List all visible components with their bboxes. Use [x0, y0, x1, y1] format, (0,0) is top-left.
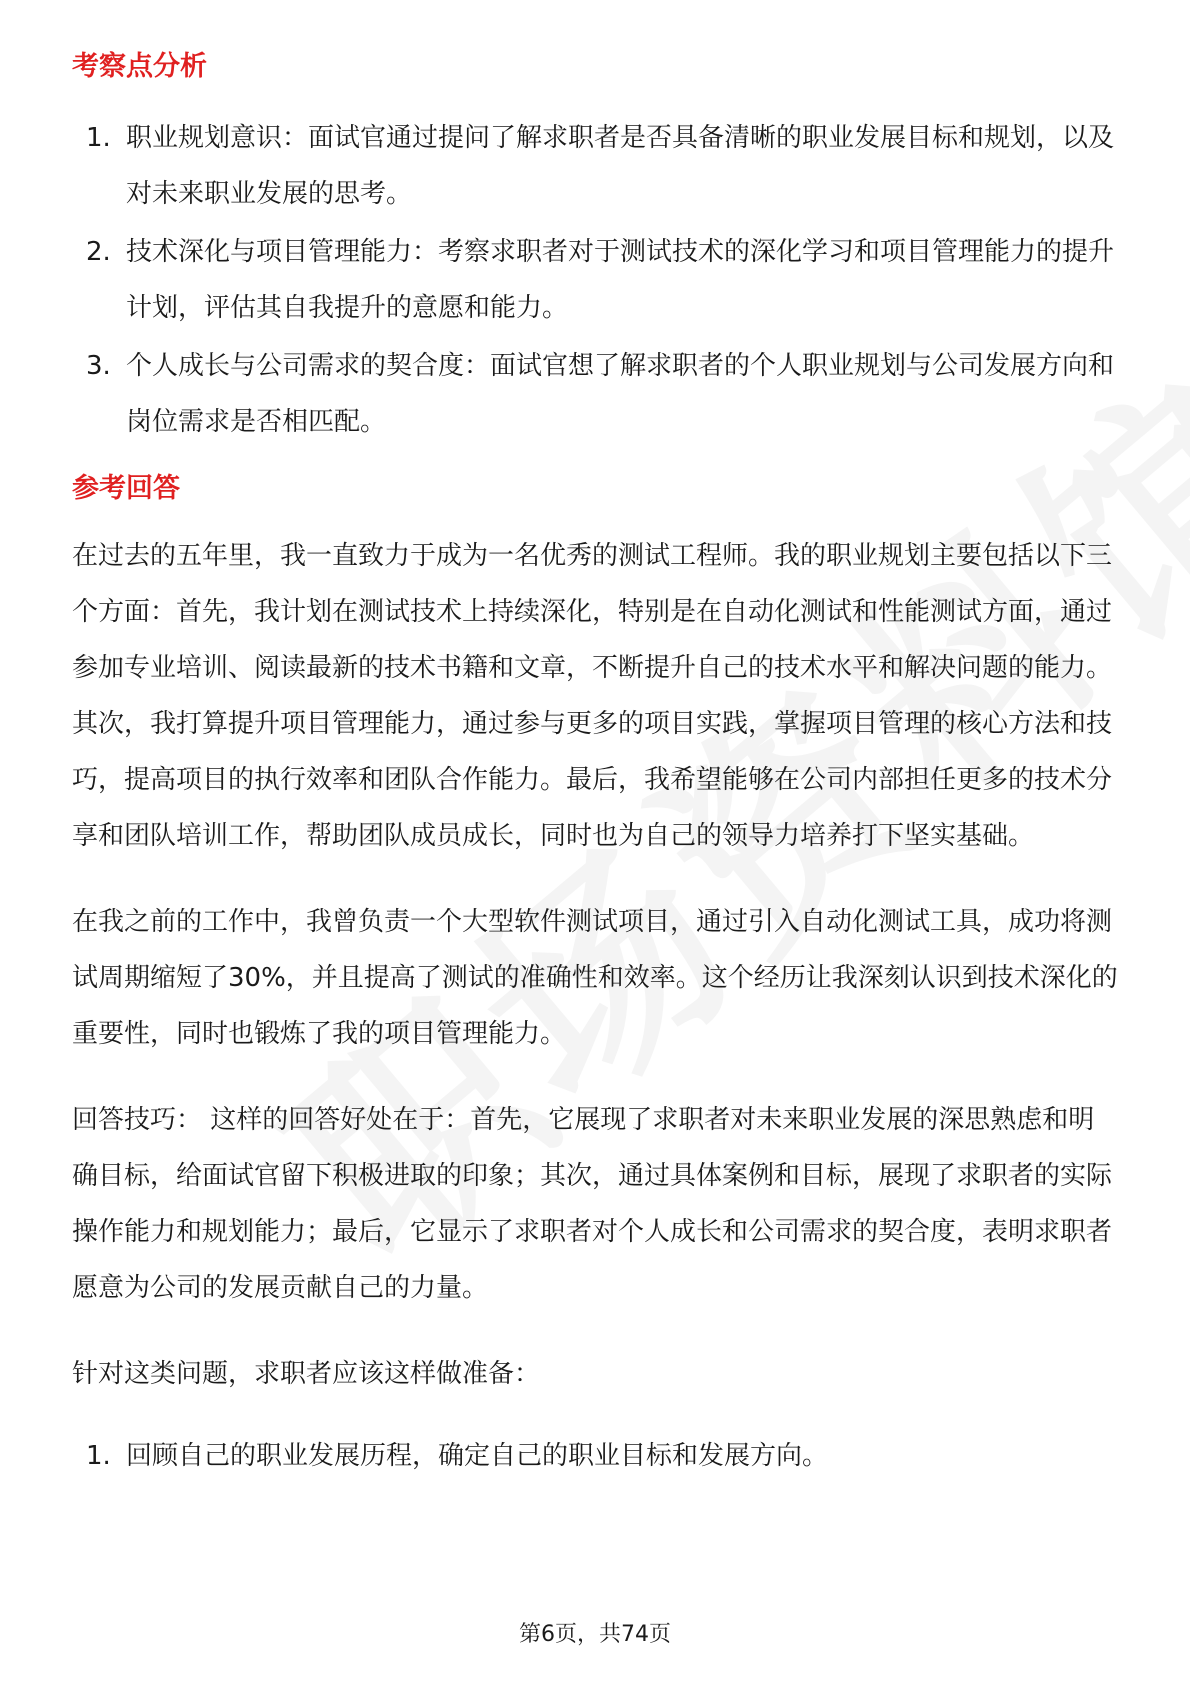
section-heading-analysis: 考察点分析 — [72, 51, 207, 82]
document-page — [72, 46, 1118, 1486]
list-item — [72, 1428, 1118, 1484]
list-item — [72, 110, 1118, 222]
list-item-number: 1. — [86, 123, 111, 153]
list-item-text: 回顾自己的职业发展历程，确定自己的职业目标和发展方向。 — [126, 1441, 829, 1471]
page-number: 第6页，共74页 — [519, 1622, 671, 1647]
section-heading-reference-answer: 参考回答 — [72, 473, 180, 504]
list-item-text: 个人成长与公司需求的契合度：面试官想了解求职者的个人职业规划与公司发展方向和岗位需求是否相匹配。 — [126, 351, 1115, 437]
list-item — [72, 224, 1118, 336]
example-paragraph: 在我之前的工作中，我曾负责一个大型软件测试项目，通过引入自动化测试工具，成功将测试周期缩短了30%，并且提高了测试的准确性和效率。这个经历让我深刻认识到技术深化的重要性，同时也锻炼了我的项目管理能力。 — [72, 907, 1118, 1049]
preparation-intro: 针对这类问题，求职者应该这样做准备： — [72, 1359, 541, 1389]
list-item-number: 3. — [86, 351, 111, 381]
list-item-text: 职业规划意识：面试官通过提问了解求职者是否具备清晰的职业发展目标和规划，以及对未来职业发展的思考。 — [126, 123, 1115, 209]
list-item-number: 1. — [86, 1441, 111, 1471]
answer-paragraph: 在过去的五年里，我一直致力于成为一名优秀的测试工程师。我的职业规划主要包括以下三个方面：首先，我计划在测试技术上持续深化，特别是在自动化测试和性能测试方面，通过参加专业培训、阅读最新的技术书籍和文章，不断提升自己的技术水平和解决问题的能力。其次，我打算提升项目管理能力，通过参与更多的项目实践，掌握项目管理的核心方法和技巧，提高项目的执行效率和团队合作能力。最后，我希望能够在公司内部担任更多的技术分享和团队培训工作，帮助团队成员成长，同时也为自己的领导力培养打下坚实基础。 — [72, 541, 1113, 851]
list-item-number: 2. — [86, 237, 111, 267]
list-item-text: 技术深化与项目管理能力：考察求职者对于测试技术的深化学习和项目管理能力的提升计划，评估其自我提升的意愿和能力。 — [126, 237, 1115, 323]
analysis-list — [72, 110, 1118, 450]
list-item — [72, 338, 1118, 450]
preparation-list — [72, 1428, 1118, 1484]
tips-paragraph: 回答技巧： 这样的回答好处在于：首先，它展现了求职者对未来职业发展的深思熟虑和明确目标，给面试官留下积极进取的印象；其次，通过具体案例和目标，展现了求职者的实际操作能力和规划能力；最后，它显示了求职者对个人成长和公司需求的契合度，表明求职者愿意为公司的发展贡献自己的力量。 — [72, 1105, 1113, 1303]
